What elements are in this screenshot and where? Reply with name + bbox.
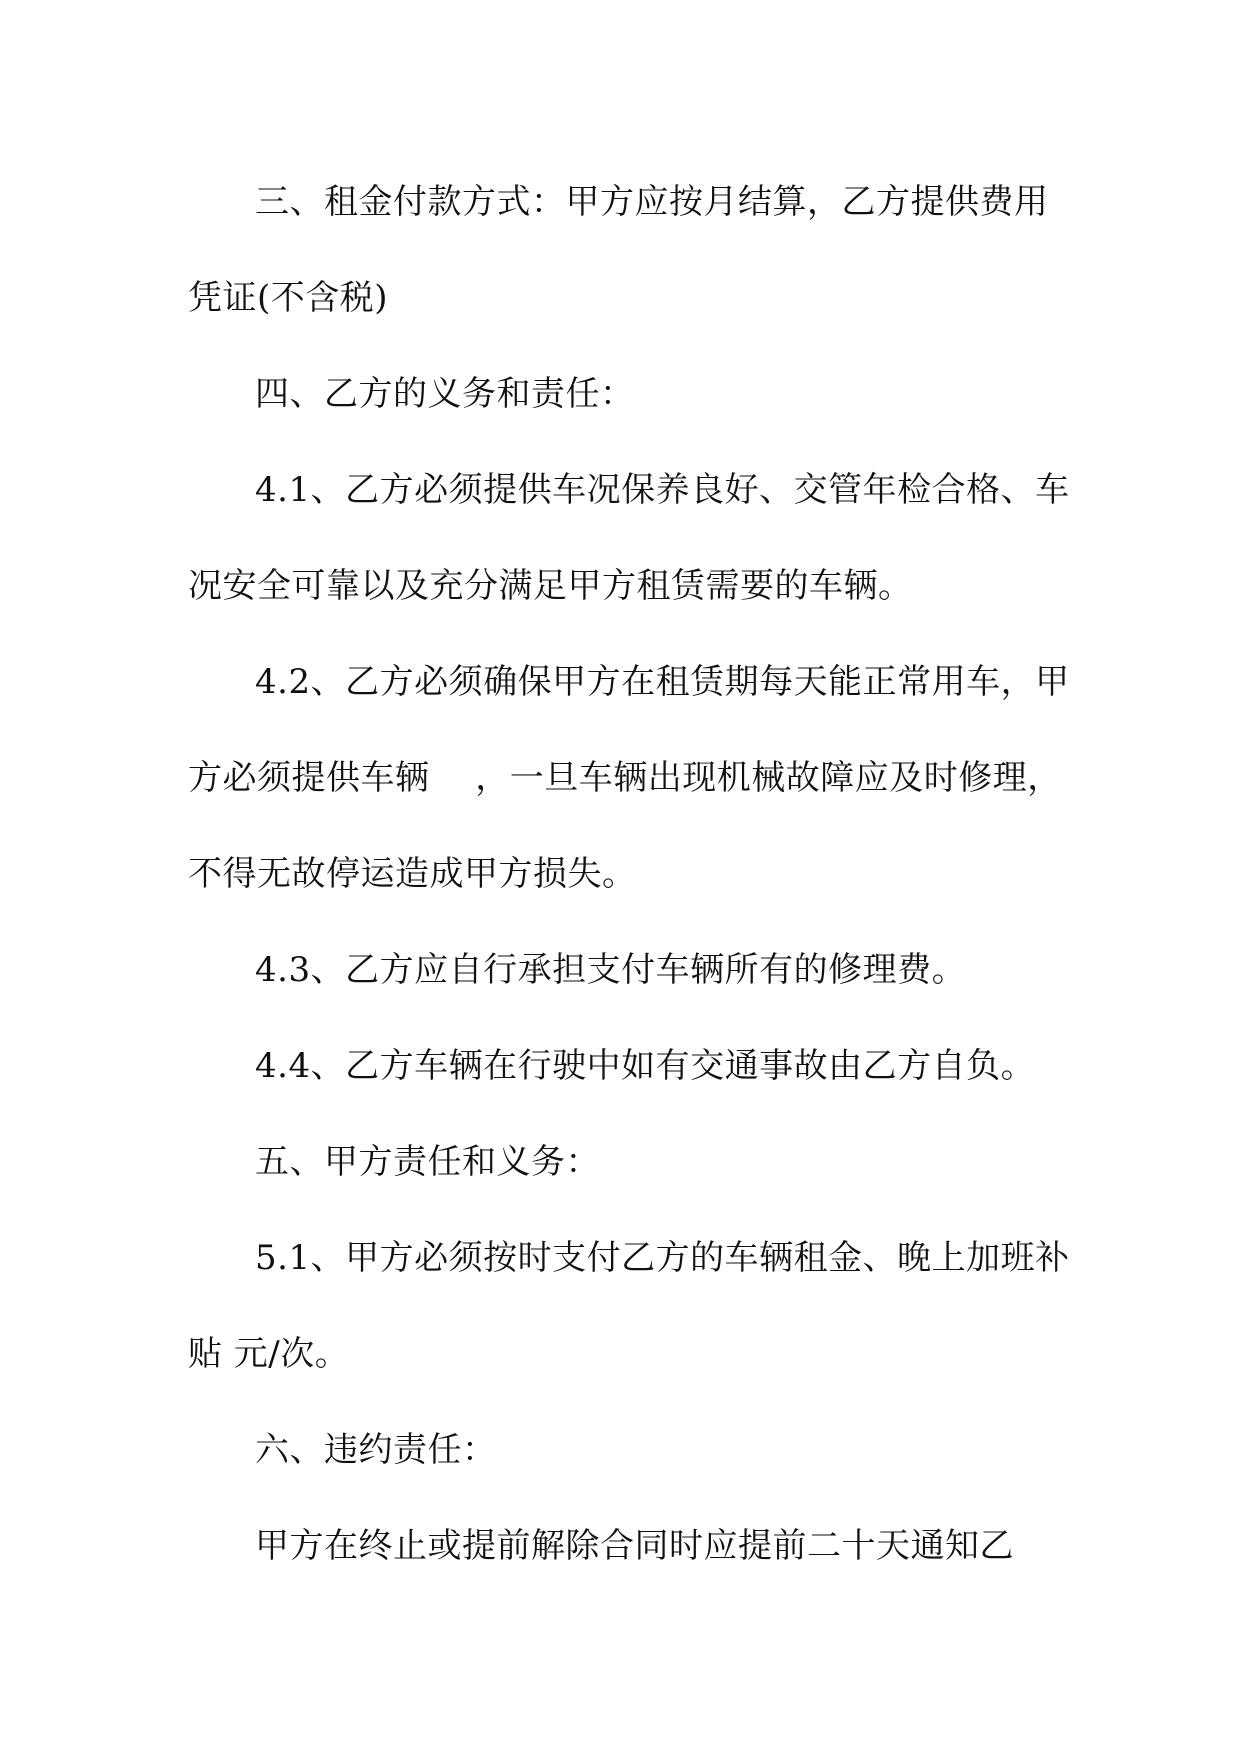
clause-4-2-line-1: 4.2、乙方必须确保甲方在租赁期每天能正常用车，甲 bbox=[255, 662, 1070, 702]
section-4-heading: 四、乙方的义务和责任： bbox=[255, 374, 635, 414]
clause-4-3: 4.3、乙方应自行承担支付车辆所有的修理费。 bbox=[255, 950, 967, 990]
clause-3-line-1: 三、租金付款方式：甲方应按月结算，乙方提供费用 bbox=[255, 182, 1049, 222]
section-6-line-1: 甲方在终止或提前解除合同时应提前二十天通知乙 bbox=[255, 1526, 1014, 1566]
clause-3-line-2: 凭证(不含税) bbox=[188, 278, 389, 318]
clause-5-1-line-2: 贴 元/次。 bbox=[188, 1334, 350, 1374]
clause-4-2-line-3: 不得无故停运造成甲方损失。 bbox=[188, 854, 637, 894]
clause-5-1-line-1: 5.1、甲方必须按时支付乙方的车辆租金、晚上加班补 bbox=[255, 1238, 1070, 1278]
section-6-heading: 六、违约责任： bbox=[255, 1430, 497, 1470]
clause-4-1-line-2: 况安全可靠以及充分满足甲方租赁需要的车辆。 bbox=[188, 566, 913, 606]
clause-4-2-line-2: 方必须提供车辆 ，一旦车辆出现机械故障应及时修理， bbox=[188, 758, 1062, 798]
clause-4-4: 4.4、乙方车辆在行驶中如有交通事故由乙方自负。 bbox=[255, 1046, 1036, 1086]
clause-4-1-line-1: 4.1、乙方必须提供车况保养良好、交管年检合格、车 bbox=[255, 470, 1070, 510]
section-5-heading: 五、甲方责任和义务： bbox=[255, 1142, 600, 1182]
